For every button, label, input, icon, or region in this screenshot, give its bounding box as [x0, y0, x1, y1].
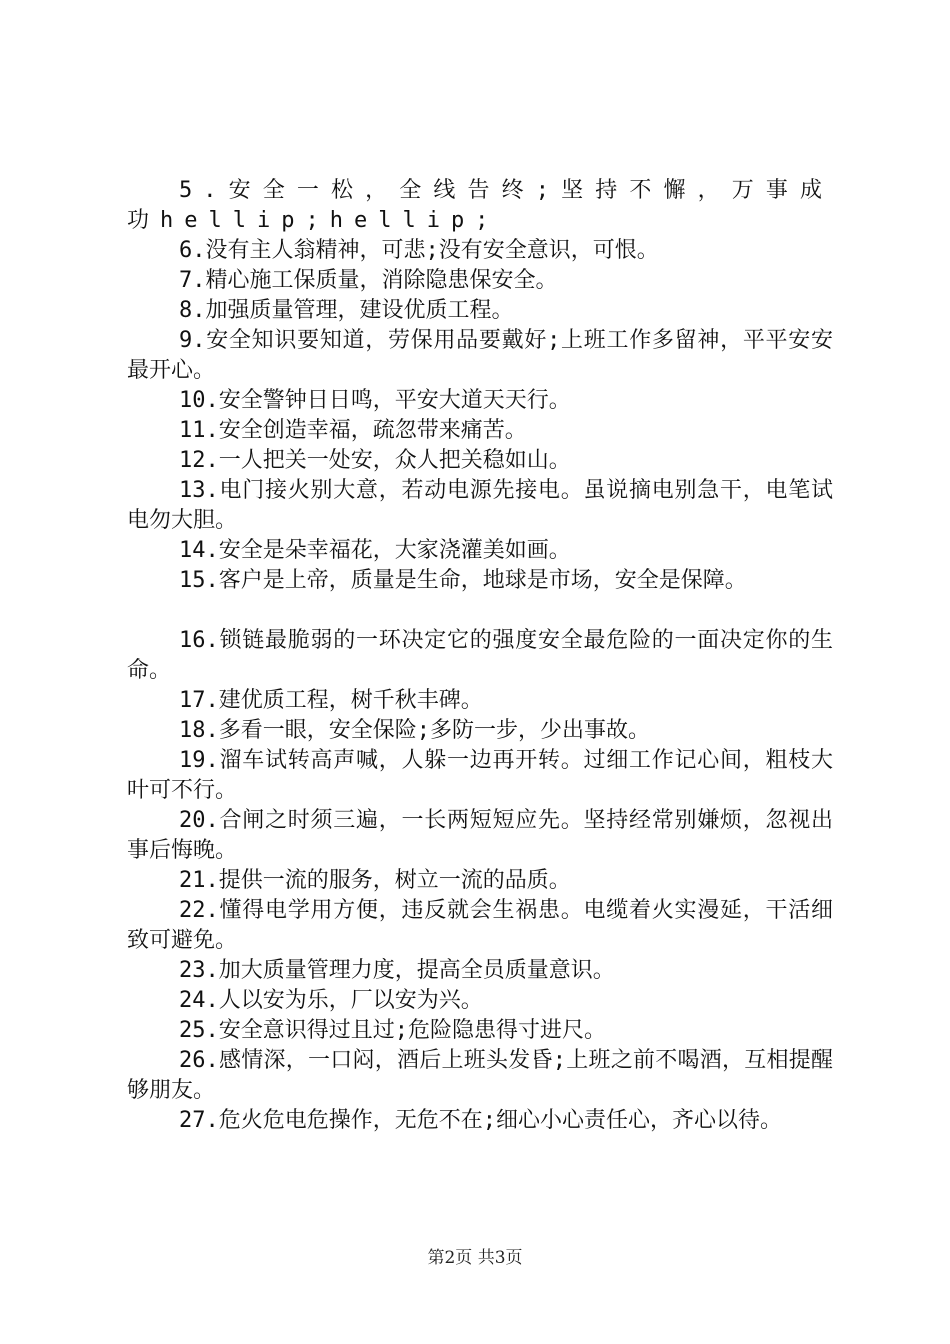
list-item: 15.客户是上帝，质量是生命，地球是市场，安全是保障。	[179, 568, 747, 593]
list-item: 6.没有主人翁精神，可悲;没有安全意识，可恨。	[179, 238, 659, 263]
list-item: 11.安全创造幸福，疏忽带来痛苦。	[179, 418, 527, 443]
list-item: 23.加大质量管理力度，提高全员质量意识。	[179, 958, 615, 983]
list-item: 14.安全是朵幸福花，大家浇灌美如画。	[179, 538, 571, 563]
page-footer: 第2页 共3页	[427, 1248, 523, 1268]
list-item: 22.懂得电学用方便，违反就会生祸患。电缆着火实漫延，干活细致可避免。	[127, 898, 833, 953]
list-item: 17.建优质工程，树千秋丰碑。	[179, 688, 483, 713]
list-item: 19.溜车试转高声喊，人躲一边再开转。过细工作记心间，粗枝大叶可不行。	[127, 748, 833, 803]
list-item: 7.精心施工保质量，消除隐患保安全。	[179, 268, 558, 293]
document-body	[127, 176, 833, 1136]
list-item: 9.安全知识要知道，劳保用品要戴好;上班工作多留神，平平安安最开心。	[127, 328, 833, 383]
list-item-text: 5.安全一松，全线告终;坚持不懈，万事成功hellip;hellip;	[127, 178, 833, 233]
list-item: 8.加强质量管理，建设优质工程。	[179, 298, 514, 323]
list-item: 16.锁链最脆弱的一环决定它的强度安全最危险的一面决定你的生命。	[127, 628, 833, 683]
list-item	[127, 176, 833, 236]
list-item: 21.提供一流的服务，树立一流的品质。	[179, 868, 571, 893]
list-item: 27.危火危电危操作，无危不在;细心小心责任心，齐心以待。	[179, 1108, 782, 1133]
list-item: 10.安全警钟日日鸣，平安大道天天行。	[179, 388, 571, 413]
list-item: 26.感情深，一口闷，酒后上班头发昏;上班之前不喝酒，互相提醒够朋友。	[127, 1048, 833, 1103]
list-item: 25.安全意识得过且过;危险隐患得寸进尺。	[179, 1018, 606, 1043]
list-item: 20.合闸之时须三遍，一长两短短应先。坚持经常别嫌烦，忽视出事后悔晚。	[127, 808, 833, 863]
list-item: 24.人以安为乐，厂以安为兴。	[179, 988, 483, 1013]
list-item: 13.电门接火别大意，若动电源先接电。虽说摘电别急干，电笔试电勿大胆。	[127, 478, 833, 533]
list-item: 12.一人把关一处安，众人把关稳如山。	[179, 448, 571, 473]
list-item: 18.多看一眼，安全保险;多防一步，少出事故。	[179, 718, 650, 743]
